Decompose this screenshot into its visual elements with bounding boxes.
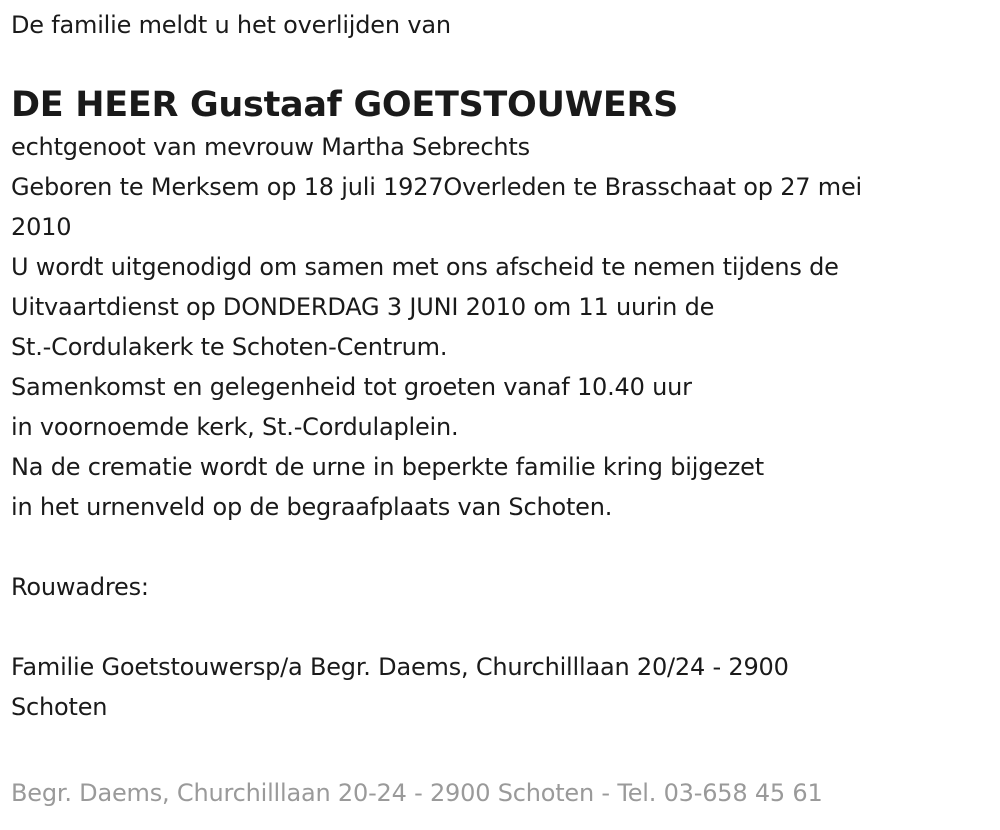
obituary-notice <box>11 0 986 727</box>
intro-text: De familie meldt u het overlijden van <box>11 11 451 39</box>
address-label: Rouwadres: <box>11 573 149 601</box>
birth-death-line-2: 2010 <box>11 213 72 241</box>
birth-death-line-1: Geboren te Merksem op 18 juli 1927Overleden te Brasschaat op 27 mei <box>11 173 863 201</box>
cremation-line-2: in het urnenveld op de begraafplaats van Schoten. <box>11 493 613 521</box>
ceremony-line-3: St.-Cordulakerk te Schoten-Centrum. <box>11 333 448 361</box>
address-line-1: Familie Goetstouwersp/a Begr. Daems, Churchilllaan 20/24 - 2900 <box>11 653 789 681</box>
gathering-line-1: Samenkomst en gelegenheid tot groeten vanaf 10.40 uur <box>11 373 692 401</box>
address-line-2: Schoten <box>11 693 108 721</box>
spouse-text: echtgenoot van mevrouw Martha Sebrechts <box>11 133 530 161</box>
funeral-home-footer: Begr. Daems, Churchilllaan 20-24 - 2900 Schoten - Tel. 03-658 45 61 <box>11 779 823 807</box>
spacer <box>11 527 986 567</box>
deceased-name: DE HEER Gustaaf GOETSTOUWERS <box>11 85 679 125</box>
cremation-line-1: Na de crematie wordt de urne in beperkte familie kring bijgezet <box>11 453 764 481</box>
ceremony-line-1: U wordt uitgenodigd om samen met ons afscheid te nemen tijdens de <box>11 253 839 281</box>
ceremony-line-2: Uitvaartdienst op DONDERDAG 3 JUNI 2010 om 11 uurin de <box>11 293 715 321</box>
gathering-line-2: in voornoemde kerk, St.-Cordulaplein. <box>11 413 459 441</box>
spacer <box>11 607 986 647</box>
